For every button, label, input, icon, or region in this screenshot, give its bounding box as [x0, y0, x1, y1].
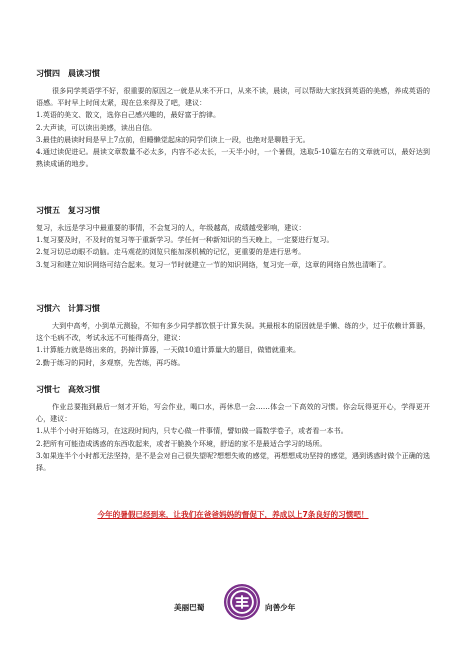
- footer-motto-right: 向善少年: [265, 603, 296, 612]
- section-heading: 习惯五 复习习惯: [36, 206, 100, 215]
- list-item: 2.勤于练习的同时，多观察，先苦练，再巧练。: [36, 357, 185, 367]
- section-heading: 习惯六 计算习惯: [36, 304, 100, 313]
- list-item: 3.最佳的晨读时间是早上7点前，但睡懒觉起床的同学们读上一段，也绝对是聊胜于无。: [36, 134, 310, 144]
- list-item: 4.通过读促进记。晨读文章数量不必太多，内容不必太长，一天半小时，一个暑假，选取5-10篇左右的文章就可以，最好达到熟读成诵的地步。: [36, 147, 430, 169]
- section-intro: 复习，永远是学习中最重要的事情，不会复习的人，年级越高，成绩越受影响，建议：: [36, 223, 306, 232]
- section-calculation: [36, 303, 430, 369]
- list-item: 2.大声读，可以读出美感，读出自信。: [36, 122, 157, 132]
- section-heading: 习惯七 高效习惯: [36, 385, 100, 394]
- list-item: 1.计算能力就是练出来的，扔掉计算器，一天做10道计算量大的题目，做错就重来。: [36, 345, 301, 355]
- section-efficiency: [36, 384, 430, 474]
- list-item: 2.复习切忌动眼不动脑。走马观花的浏览只能加深机械的记忆，更重要的是进行思考。: [36, 247, 306, 257]
- section-heading: 习惯四 晨读习惯: [36, 69, 100, 78]
- section-intro: 大到中高考，小到单元测验，不知有多少同学都饮恨于计算失误。其最根本的原因就是手懒、练的少，过于依赖计算器，这个毛病不改，考试永远不可能得高分，建议：: [36, 321, 430, 343]
- list-item: 1.英语的美文、散文，选你自己感兴趣的，最好富于韵律。: [36, 110, 221, 120]
- list-item: 2.把所有可能造成诱惑的东西收起来，或者干脆换个环境，舒适的家不是最适合学习的场所。: [36, 438, 327, 448]
- list-item: 3.复习和建立知识网络可结合起来。复习一节时就建立一节的知识网络，复习完一章，这章的网络自然也清晰了。: [36, 259, 391, 269]
- section-morning-reading: [36, 68, 430, 170]
- school-emblem-icon: [223, 583, 261, 621]
- list-item: 3.如果连半个小时都无法坚持，是不是会对自己很失望呢?想想失败的感觉，再想想成功坚持的感觉，遇到诱惑时做个正确的选择。: [36, 450, 430, 473]
- list-item: 1.从半个小时开始练习，在这段时间内，只专心做一件事情，譬如做一篇数学卷子，或者看一本书。: [36, 426, 348, 436]
- footer-motto-left: 美丽巴蜀: [174, 603, 205, 612]
- closing-slogan: 今年的暑假已经到来，让我们在爸爸妈妈的督促下，养成以上7条良好的习惯吧！: [97, 510, 369, 519]
- section-intro: 很多同学英语学不好，很重要的原因之一就是从来不开口，从来不读，晨读，可以帮助大家找到英语的美感，养成英语的语感。平时早上时间太紧，现在总来得及了吧，建议：: [36, 86, 430, 108]
- footer: [0, 583, 464, 623]
- section-review: [36, 205, 430, 271]
- section-intro: 作业总要拖到最后一刻才开始，写会作业，喝口水，再休息一会……体会一下高效的习惯。你会玩得更开心，学得更开心，建议：: [36, 402, 430, 424]
- list-item: 1.复习要及时，不及时的复习等于重新学习。学任何一种新知识的当天晚上，一定要进行复习。: [36, 235, 334, 245]
